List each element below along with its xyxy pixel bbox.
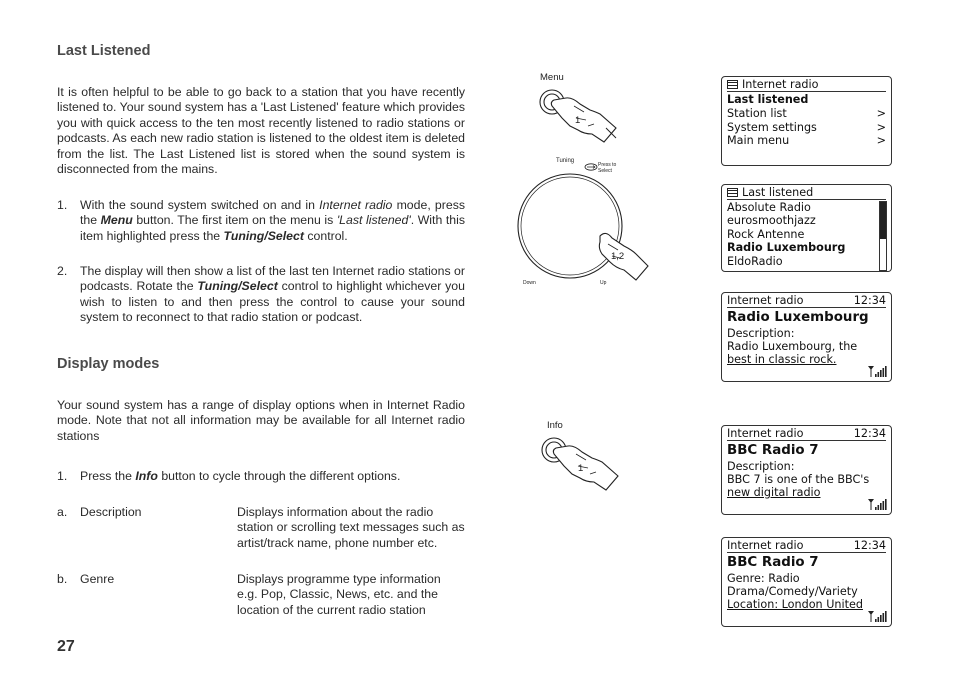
option-a-desc: Displays information about the radio station or scrolling text messages such as artist/track name, phone number etc.	[237, 505, 465, 550]
chevron-right-icon: >	[876, 121, 886, 134]
info-line-3: Location: London United	[727, 598, 863, 611]
up-label: Up	[600, 280, 607, 286]
lcd-title-bar: Internet radio 12:34	[727, 294, 886, 307]
step-text: The display will then show a list of the last ten Internet radio stations or podcasts. Rotate the Tuning/Select control to highlight whichever you wish to listen to and then press the control to cause your sound system to reconnect to that radio station or podcast.	[80, 264, 465, 325]
step-text: With the sound system switched on and in Internet radio mode, press the Menu button. The first item on the menu is 'Last listened'. With this item highlighted press the Tuning/Select control.	[80, 198, 465, 243]
signal-strength-icon	[867, 365, 887, 378]
station-name: Radio Luxembourg	[727, 310, 869, 325]
menu-item-main-menu[interactable]: Main menu >	[727, 134, 886, 147]
menu-button-label: Menu	[540, 72, 564, 83]
info-line-2: Radio Luxembourg, the	[727, 340, 858, 353]
option-b-letter: b.	[57, 572, 68, 586]
station-name: BBC Radio 7	[727, 555, 819, 570]
clock-time: 12:34	[853, 539, 886, 552]
lcd-title-bar: Internet radio	[727, 78, 886, 92]
lcd-radio-luxembourg-screen	[721, 292, 892, 382]
lcd-bbc-genre-screen	[721, 537, 892, 627]
menu-list-icon	[727, 188, 738, 197]
section-heading-last-listened: Last Listened	[57, 43, 151, 59]
step-text: Press the Info button to cycle through the different options.	[80, 469, 401, 483]
section-heading-display-modes: Display modes	[57, 356, 160, 372]
lcd-bbc-description-screen	[721, 425, 892, 515]
scrollbar[interactable]	[879, 201, 887, 271]
step-2	[57, 264, 465, 326]
lcd-title-bar: Last listened	[727, 186, 886, 200]
press-to-label: Press to	[598, 162, 617, 168]
step-1	[57, 198, 465, 244]
lcd-title-bar: Internet radio 12:34	[727, 539, 886, 552]
list-item[interactable]: eurosmoothjazz	[727, 214, 816, 227]
list-item[interactable]: Absolute Radio	[727, 201, 811, 214]
station-name: BBC Radio 7	[727, 443, 819, 458]
option-b-name: Genre	[80, 572, 115, 586]
clock-time: 12:34	[853, 427, 886, 440]
info-line-1: Description:	[727, 460, 795, 473]
menu-item-system-settings[interactable]: System settings >	[727, 121, 886, 134]
tuning-label: Tuning	[556, 158, 575, 164]
chevron-right-icon: >	[876, 134, 886, 147]
option-a-letter: a.	[57, 505, 68, 519]
display-step-1	[57, 469, 465, 484]
lcd-title-bar: Internet radio 12:34	[727, 427, 886, 440]
step-number: 2.	[57, 264, 68, 278]
menu-step-number: 1	[575, 115, 581, 126]
list-item-selected[interactable]: Radio Luxembourg	[727, 241, 846, 254]
option-a-name: Description	[80, 505, 142, 519]
step-number: 1.	[57, 469, 68, 483]
knob-step-number: 1,2	[611, 251, 625, 262]
info-line-1: Description:	[727, 327, 795, 340]
tuning-knob-icon	[512, 170, 660, 285]
clock-time: 12:34	[853, 294, 886, 307]
list-item[interactable]: EldoRadio	[727, 255, 783, 268]
menu-item-last-listened[interactable]: Last listened	[727, 93, 809, 106]
info-button-label: Info	[547, 420, 563, 431]
display-modes-intro: Your sound system has a range of display options when in Internet Radio mode. Note that not all information may be available for all Internet radio stations	[57, 398, 465, 443]
signal-strength-icon	[867, 610, 887, 623]
lcd-menu-screen	[721, 76, 892, 166]
info-line-3: best in classic rock.	[727, 353, 837, 366]
chevron-right-icon: >	[876, 107, 886, 120]
select-label: Select	[598, 168, 612, 174]
info-line-1: Genre: Radio	[727, 572, 800, 585]
info-line-2: Drama/Comedy/Variety	[727, 585, 858, 598]
option-b-desc: Displays programme type information e.g. Pop, Classic, News, etc. and the location of the current radio station	[237, 572, 441, 617]
down-label: Down	[523, 280, 536, 286]
signal-strength-icon	[867, 498, 887, 511]
menu-list-icon	[727, 80, 738, 89]
list-item[interactable]: Rock Antenne	[727, 228, 805, 241]
lcd-last-listened-screen	[721, 184, 892, 272]
info-line-3: new digital radio	[727, 486, 821, 499]
info-step-number: 1	[578, 463, 584, 474]
last-listened-intro: It is often helpful to be able to go back to a station that you have recently listened to. Your sound system has a 'Last Listened' feature which provides you with quick access to the ten most recently listened to radio stations or podcasts. As each new radio station is listened to the oldest item is deleted from the list. The Last Listened list is stored when the sound system is disconnected from the mains.	[57, 85, 466, 177]
page-number: 27	[57, 638, 75, 655]
step-number: 1.	[57, 198, 68, 212]
info-line-2: BBC 7 is one of the BBC's	[727, 473, 870, 486]
menu-item-station-list[interactable]: Station list >	[727, 107, 886, 120]
